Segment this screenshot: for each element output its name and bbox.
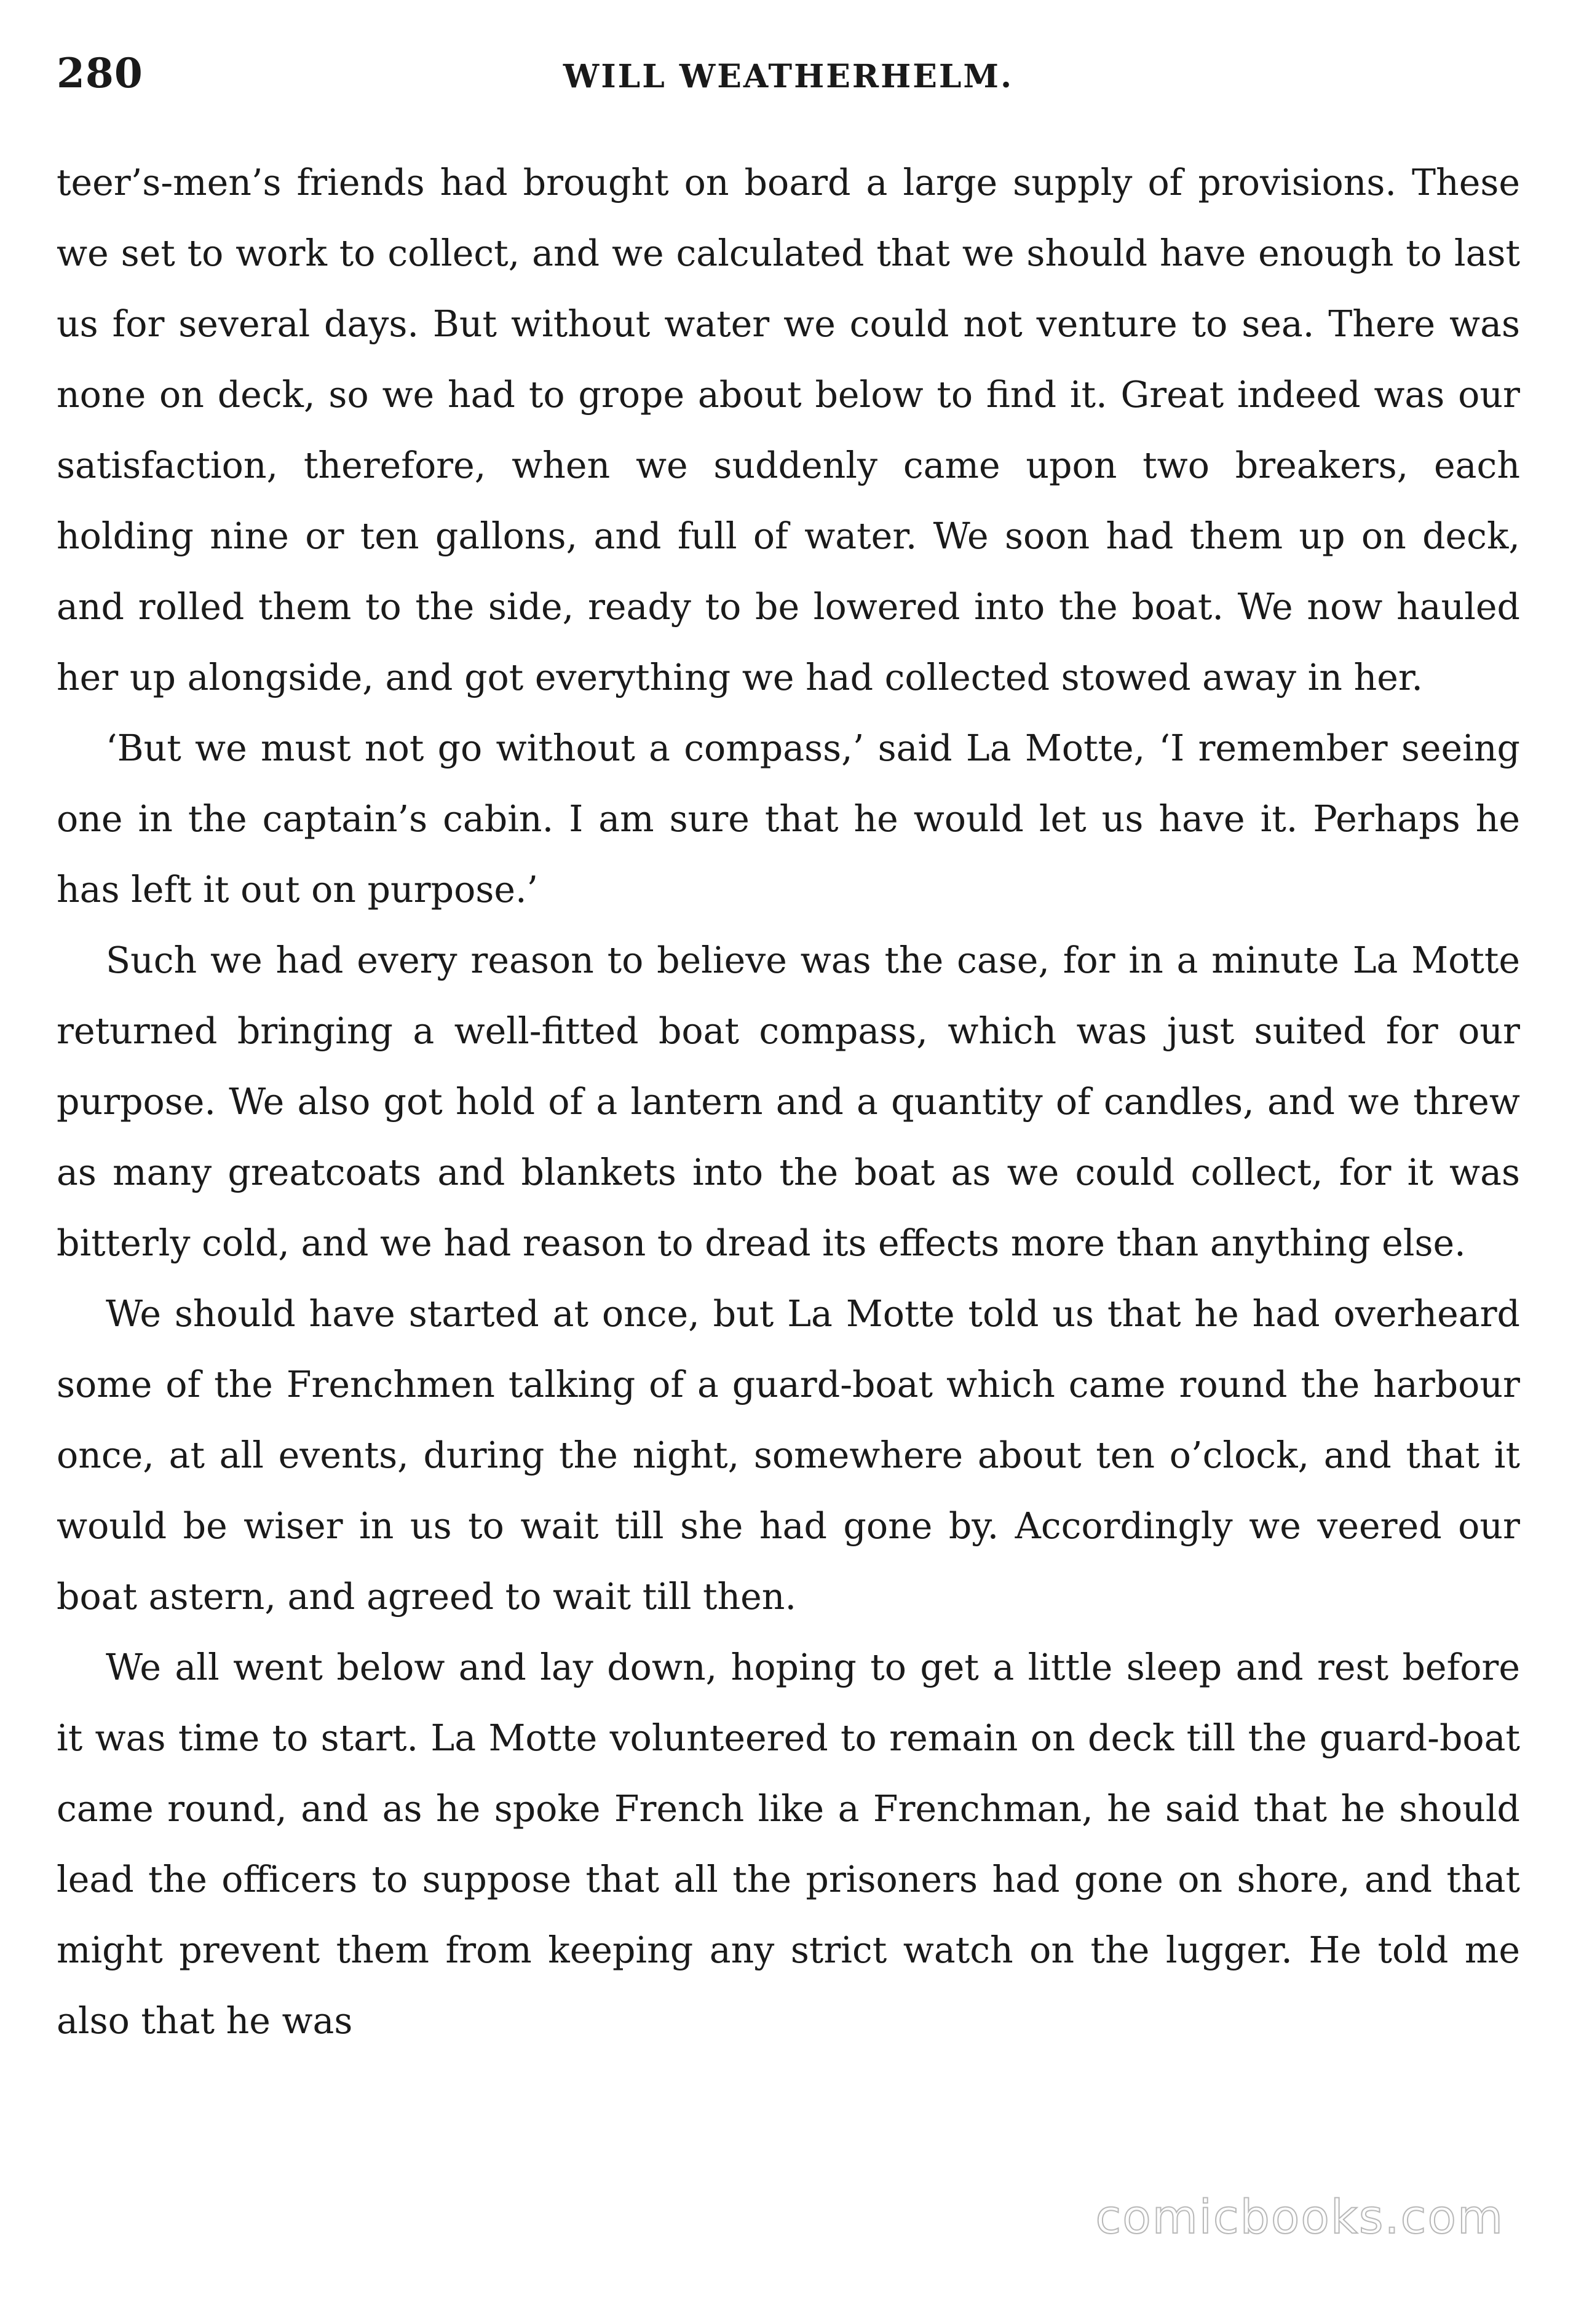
- page-header: [57, 49, 1520, 117]
- paragraph-guard-boat: We should have started at once, but La Motte told us that he had overheard some of the Frenchmen talking of a guard-boat which came round the harbour once, at all events, during the night, somewhere about ten o’clock, and that it would be wiser in us to wait till she had gone by. Accordingly we veered our boat astern, and agreed to wait till then.: [57, 1293, 1520, 1618]
- watermark: comicbooks.com: [1095, 2189, 1504, 2244]
- paragraph-compass-found: Such we had every reason to believe was the case, for in a minute La Motte returned bringing a well-fitted boat compass, which was just suited for our purpose. We also got hold of a lantern and a quantity of candles, and we threw as many greatcoats and blankets into the boat as we could collect, for it was bitterly cold, and we had reason to dread its effects more than anything else.: [57, 939, 1520, 1264]
- paragraph-compass-dialogue: ‘But we must not go without a compass,’ said La Motte, ‘I remember seeing one in the captain’s cabin. I am sure that he would let us have it. Perhaps he has left it out on purpose.’: [57, 727, 1520, 911]
- paragraph-continued: teer’s-men’s friends had brought on board a large supply of provisions. These we set to work to collect, and we calculated that we should have enough to last us for several days. But without water we could not venture to sea. There was none on deck, so we had to grope about below to find it. Great indeed was our satisfaction, therefore, when we suddenly came upon two breakers, each holding nine or ten gallons, and full of water. We soon had them up on deck, and rolled them to the side, ready to be lowered into the boat. We now hauled her up alongside, and got everything we had collected stowed away in her.: [57, 162, 1520, 698]
- page-number: 280: [57, 49, 143, 97]
- paragraph-went-below: We all went below and lay down, hoping to get a little sleep and rest before it was time to start. La Motte volunteered to remain on deck till the guard-boat came round, and as he spoke French like a Frenchman, he said that he should lead the officers to suppose that all the prisoners had gone on shore, and that might prevent them from keeping any strict watch on the lugger. He told me also that he was: [57, 1646, 1520, 2042]
- body-text: [57, 148, 1520, 2057]
- running-title: WILL WEATHERHELM.: [563, 58, 1014, 95]
